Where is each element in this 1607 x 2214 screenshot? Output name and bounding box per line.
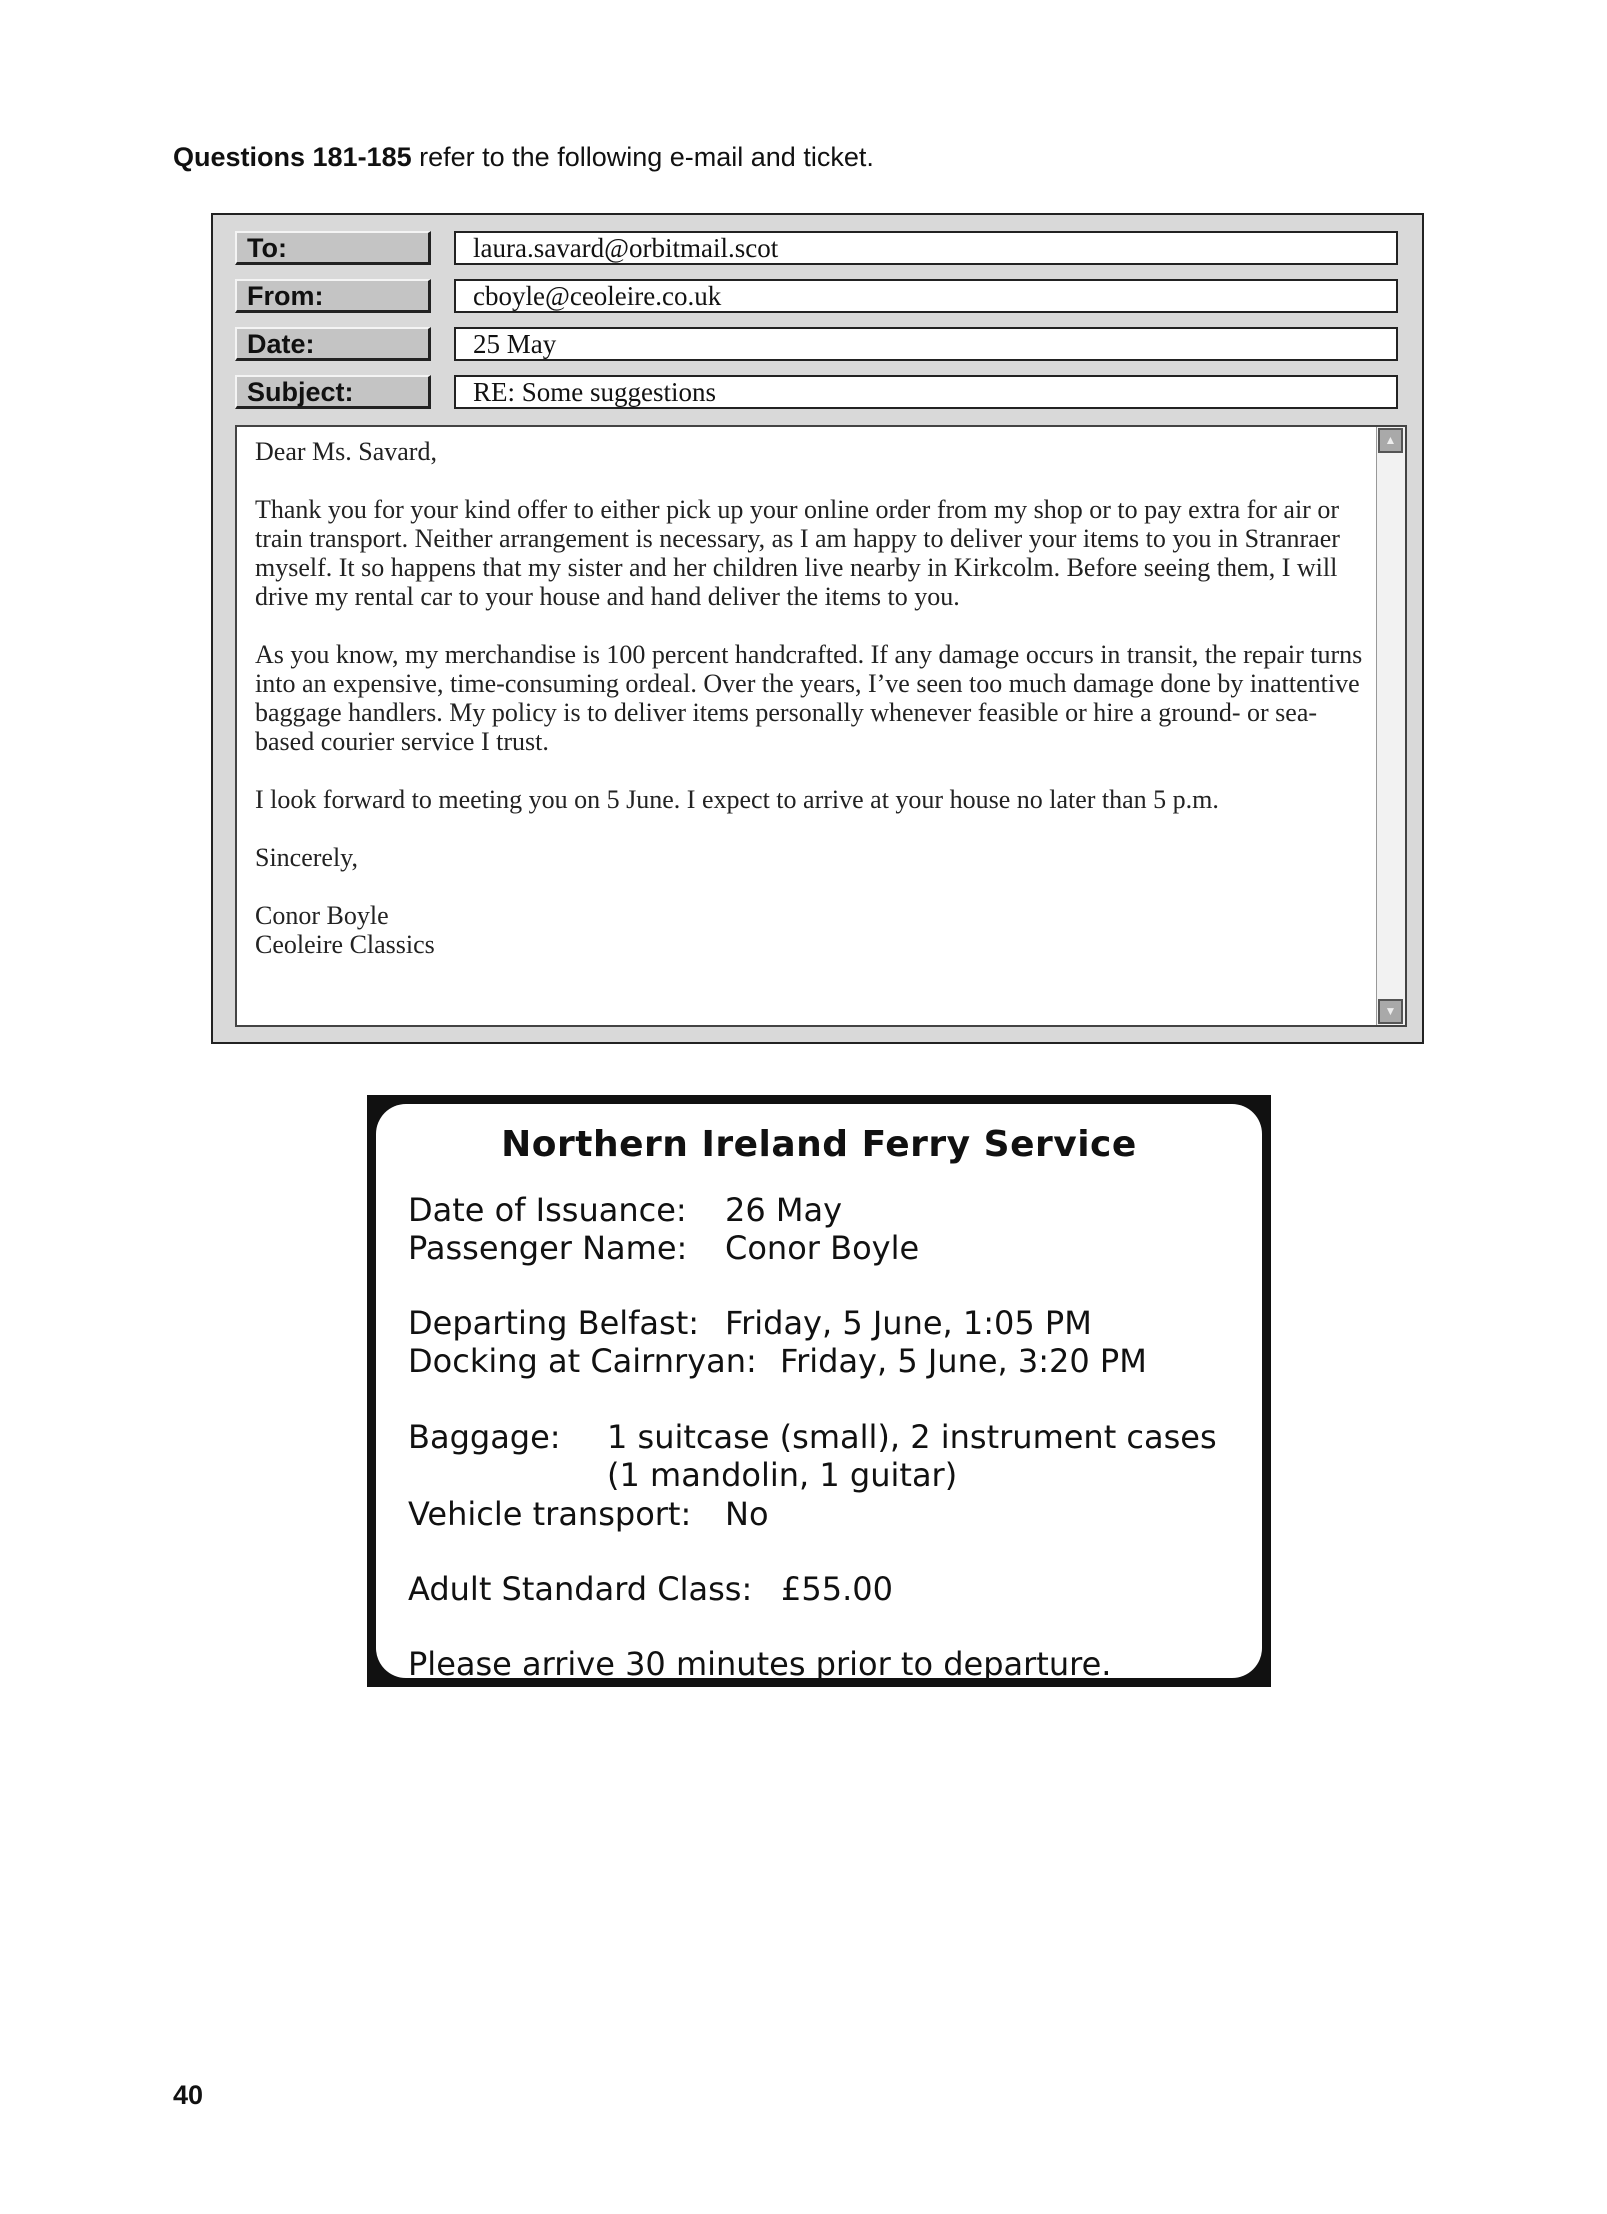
scroll-up-arrow-icon[interactable]: ▲ — [1378, 428, 1403, 453]
vehicle-label: Vehicle transport: — [408, 1495, 692, 1533]
issuance-label: Date of Issuance: — [408, 1191, 687, 1229]
questions-instruction — [173, 142, 874, 173]
email-subject-row — [235, 375, 1407, 409]
email-paragraph-2: As you know, my merchandise is 100 percent handcrafted. If any damage occurs in transit, the repair turns into an expensive, time-consuming ordeal. Over the years, I’ve seen too much damage done by inattentive baggage handlers. My policy is to deliver items personally whenever feasible or hire a ground- or sea-based courier service I trust. — [255, 640, 1363, 756]
ferry-ticket — [376, 1104, 1262, 1683]
baggage-value-line-1: 1 suitcase (small), 2 instrument cases — [607, 1418, 1217, 1456]
class-label: Adult Standard Class: — [408, 1570, 753, 1608]
to-label: To: — [235, 231, 431, 265]
date-field[interactable]: 25 May — [454, 327, 1398, 361]
email-date-row — [235, 327, 1407, 361]
baggage-value-line-2: (1 mandolin, 1 guitar) — [607, 1456, 958, 1494]
subject-field[interactable]: RE: Some suggestions — [454, 375, 1398, 409]
scroll-down-arrow-icon[interactable]: ▼ — [1378, 999, 1403, 1024]
email-salutation: Dear Ms. Savard, — [255, 437, 437, 466]
subject-label: Subject: — [235, 375, 431, 409]
email-to-row — [235, 231, 1407, 265]
date-label: Date: — [235, 327, 431, 361]
passenger-label: Passenger Name: — [408, 1229, 688, 1267]
page-number: 40 — [173, 2080, 204, 2110]
from-label: From: — [235, 279, 431, 313]
signature-name: Conor Boyle — [255, 901, 389, 930]
docking-label: Docking at Cairnryan: — [408, 1342, 757, 1380]
email-from-row — [235, 279, 1407, 313]
docking-value: Friday, 5 June, 3:20 PM — [780, 1342, 1147, 1380]
class-price: £55.00 — [781, 1570, 893, 1608]
email-body-text — [255, 437, 1367, 959]
ticket-title: Northern Ireland Ferry Service — [501, 1124, 1137, 1165]
from-field[interactable]: cboyle@ceoleire.co.uk — [454, 279, 1398, 313]
questions-range: Questions 181-185 — [173, 142, 412, 172]
email-window — [211, 213, 1424, 1044]
issuance-value: 26 May — [725, 1191, 843, 1229]
email-paragraph-1: Thank you for your kind offer to either pick up your online order from my shop or to pay extra for air or train transport. Neither arrangement is necessary, as I am happy to deliver your items to you in Stranraer myself. It so happens that my sister and her children live nearby in Kirkcolm. Before seeing them, I will drive my rental car to your house and hand deliver the items to you. — [255, 495, 1340, 611]
arrival-notice: Please arrive 30 minutes prior to departure. — [408, 1645, 1112, 1683]
departing-value: Friday, 5 June, 1:05 PM — [725, 1304, 1092, 1342]
email-scrollbar[interactable] — [1376, 427, 1405, 1025]
signature-company: Ceoleire Classics — [255, 930, 435, 959]
vehicle-value: No — [725, 1495, 769, 1533]
email-closing: Sincerely, — [255, 843, 358, 872]
passenger-value: Conor Boyle — [725, 1229, 920, 1267]
baggage-label: Baggage: — [408, 1418, 561, 1456]
ferry-ticket-frame — [367, 1095, 1271, 1687]
questions-text: refer to the following e-mail and ticket. — [411, 142, 874, 172]
email-paragraph-3: I look forward to meeting you on 5 June. I expect to arrive at your house no later than 5 p.m. — [255, 785, 1219, 814]
email-body[interactable] — [235, 425, 1407, 1027]
to-field[interactable]: laura.savard@orbitmail.scot — [454, 231, 1398, 265]
departing-label: Departing Belfast: — [408, 1304, 700, 1342]
